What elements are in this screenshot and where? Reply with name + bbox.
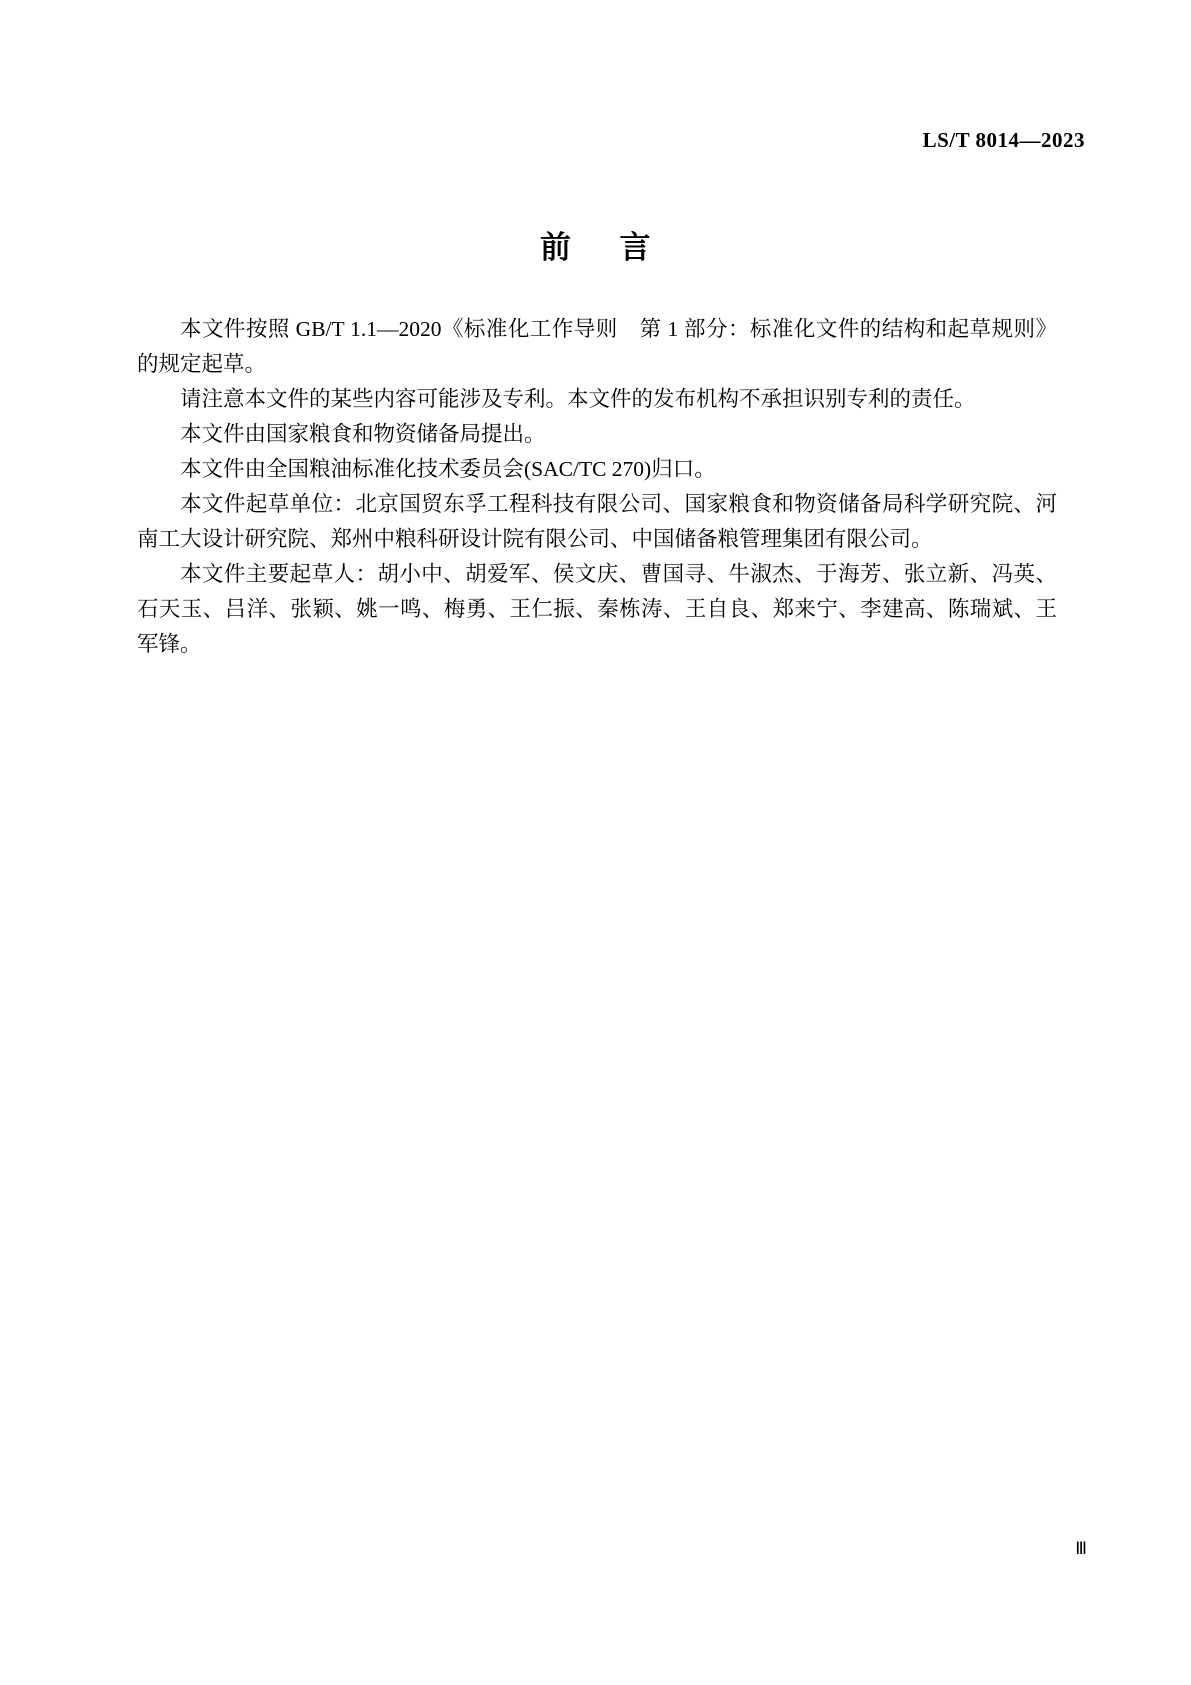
paragraph-3: 本文件由国家粮食和物资储备局提出。 [180, 422, 546, 446]
foreword-body [137, 312, 1057, 662]
page-title-char-1: 前 [540, 230, 572, 266]
paragraph-6: 本文件主要起草人：胡小中、胡爱军、侯文庆、曹国寻、牛淑杰、于海芳、张立新、冯英、石天玉、吕洋、张颖、姚一鸣、梅勇、王仁振、秦栋涛、王自良、郑来宁、李建高、陈瑞斌、王军锋。 [137, 562, 1057, 656]
page-title [0, 222, 1191, 267]
paragraph-2: 请注意本文件的某些内容可能涉及专利。本文件的发布机构不承担识别专利的责任。 [180, 387, 976, 411]
page-number: Ⅲ [1075, 1539, 1087, 1558]
page-header-standard-number: LS/T 8014—2023 [922, 128, 1085, 152]
paragraph-5: 本文件起草单位：北京国贸东孚工程科技有限公司、国家粮食和物资储备局科学研究院、河南工大设计研究院、郑州中粮科研设计院有限公司、中国储备粮管理集团有限公司。 [137, 492, 1057, 551]
page-title-char-2: 言 [619, 230, 651, 266]
paragraph-1: 本文件按照 GB/T 1.1—2020《标准化工作导则 第 1 部分：标准化文件的结构和起草规则》的规定起草。 [137, 317, 1057, 376]
paragraph-4: 本文件由全国粮油标准化技术委员会(SAC/TC 270)归口。 [180, 457, 716, 481]
